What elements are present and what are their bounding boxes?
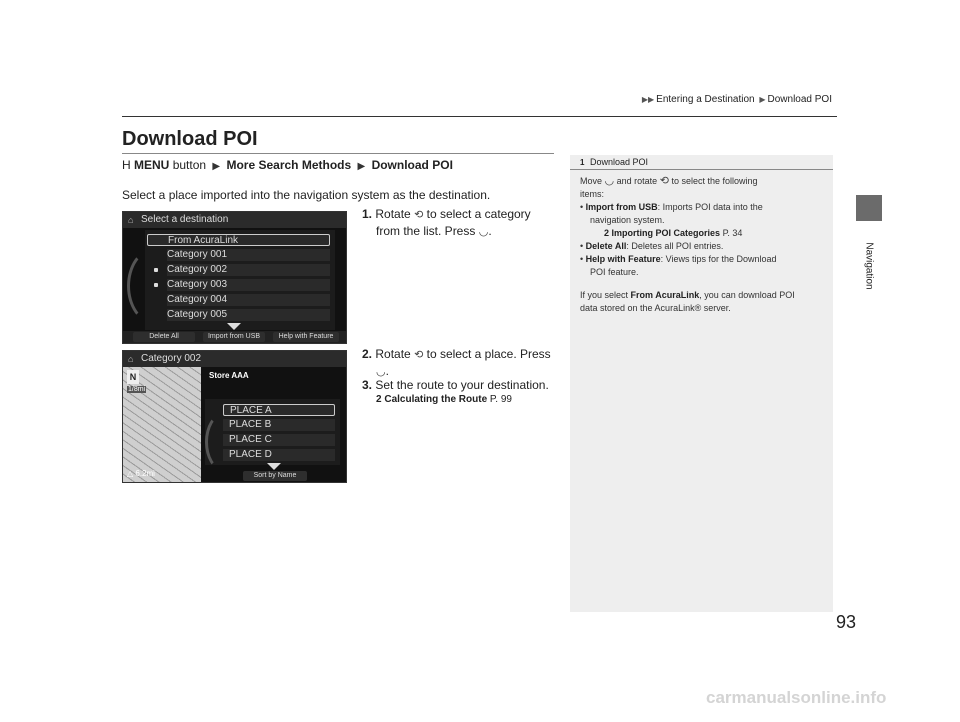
section-tab-label [856, 226, 882, 306]
reference-title[interactable]: Calculating the Route [384, 394, 488, 405]
rotate-dial-icon: ⟲ [659, 175, 669, 187]
note-text: POI feature. [590, 267, 639, 277]
menu-button-word: button [172, 158, 207, 172]
note-text: : Views tips for the Download [660, 254, 777, 264]
list-item[interactable]: Category 005 [167, 309, 330, 321]
path-arrow-icon: ▶ [212, 161, 221, 172]
note-paragraph [580, 289, 823, 315]
cross-reference[interactable] [376, 394, 512, 405]
reference-mark-icon: 2 [604, 228, 610, 238]
list-item[interactable]: Category 001 [167, 249, 330, 261]
map-scale: 1/8mi [128, 386, 146, 393]
note-body [580, 175, 823, 315]
reference-title[interactable]: Importing POI Categories [611, 228, 721, 238]
step-number: 3. [362, 378, 373, 392]
delete-all-button[interactable]: Delete All [133, 332, 195, 342]
watermark: carmanualsonline.info [706, 688, 887, 707]
step-text: to select a place. Press [426, 347, 551, 361]
step-text: from the list. Press [376, 224, 476, 238]
step-text: Rotate [375, 207, 411, 221]
list-item[interactable] [167, 264, 330, 276]
sidebar-note [570, 155, 833, 612]
list-item-from-acuralink[interactable]: From AcuraLink [147, 234, 330, 246]
menu-path [122, 158, 453, 172]
breadcrumb-level2[interactable]: Download POI [767, 94, 832, 105]
rotate-dial-icon: ⟲ [414, 349, 424, 361]
list-item[interactable] [167, 279, 330, 291]
note-intro [580, 175, 823, 201]
step-3 [362, 377, 562, 393]
note-title: Download POI [589, 157, 648, 167]
home-key-icon: H [122, 158, 131, 172]
map-distance: △ 6.2mi [127, 469, 155, 478]
import-from-usb-button[interactable]: Import from USB [203, 332, 265, 342]
step-text: . [488, 224, 492, 238]
note-bullet: • Help with Feature: Views tips for the Download POI feature. [580, 254, 777, 277]
screen-header [123, 351, 346, 367]
list-item[interactable]: PLACE B [223, 419, 335, 431]
move-dial-icon: ◡ [604, 175, 615, 187]
step-number: 2. [362, 347, 373, 361]
map-distance-text: 6.2mi [135, 469, 155, 478]
note-cross-reference[interactable] [580, 228, 742, 238]
screen-footer [123, 331, 346, 343]
note-text: and rotate [616, 176, 658, 186]
header-rule [122, 116, 837, 117]
map-preview [123, 367, 201, 482]
poi-marker-icon [154, 268, 158, 272]
breadcrumb-level1[interactable]: Entering a Destination [656, 94, 755, 105]
step-2 [362, 346, 562, 380]
note-text: : Deletes all POI entries. [626, 241, 724, 251]
note-header [570, 155, 833, 170]
list-item-label: Category 002 [167, 264, 228, 275]
press-dial-icon: ◡ [478, 226, 489, 238]
step-1 [362, 206, 562, 240]
note-text: data stored on the AcuraLink® server. [580, 303, 731, 313]
note-text: , you can download POI [699, 290, 795, 300]
menu-button-label: MENU [134, 158, 170, 172]
reference-page: P. 99 [489, 394, 512, 405]
compass-icon: N [127, 370, 139, 384]
step-text: . [385, 364, 389, 378]
note-text: : Imports POI data into the [657, 202, 763, 212]
intro-text: Select a place imported into the navigation system as the destination. [122, 188, 491, 202]
path-arrow-icon: ▶ [357, 161, 366, 172]
list-item[interactable]: PLACE C [223, 434, 335, 446]
scroll-down-icon[interactable] [267, 463, 281, 470]
rotate-dial-icon: ⟲ [414, 209, 424, 221]
title-rule [122, 153, 554, 154]
home-icon: ⌂ [128, 215, 134, 225]
screen-category-002 [122, 350, 347, 483]
list-item-place-a[interactable]: PLACE A [223, 404, 335, 416]
step-text: to select a category [426, 207, 531, 221]
poi-marker-icon [154, 283, 158, 287]
reference-mark-icon: 2 [376, 394, 382, 405]
page-number: 93 [836, 612, 857, 632]
press-dial-icon: ◡ [376, 366, 386, 378]
note-text: items: [580, 189, 605, 199]
note-text: navigation system. [590, 215, 665, 225]
note-bullet-label: Import from USB [585, 202, 658, 212]
sort-by-name-button[interactable]: Sort by Name [243, 471, 307, 481]
note-text: Move [580, 176, 603, 186]
note-bullet-label: Delete All [585, 241, 627, 251]
store-name: Store AAA [209, 371, 249, 380]
note-bullet: • Import from USB: Imports POI data into the navigation system. 2 Importing POI Categories P. 34 [580, 202, 763, 238]
home-icon: ⌂ [128, 354, 134, 364]
step-number: 1. [362, 207, 373, 221]
note-text: If you select [580, 290, 629, 300]
step-text: Rotate [375, 347, 411, 361]
note-bullet: • Delete All: Deletes all POI entries. [580, 241, 724, 251]
screen-header-text: Select a destination [141, 214, 229, 225]
scroll-down-icon[interactable] [227, 323, 241, 330]
note-highlight: From AcuraLink [630, 290, 700, 300]
note-mark-icon: 1 [580, 158, 585, 167]
list-item[interactable]: PLACE D [223, 449, 335, 461]
breadcrumb-arrow-icon: ▶▶ [641, 95, 655, 104]
section-tab-marker [856, 195, 882, 221]
screen-header-text: Category 002 [141, 353, 202, 364]
list-item-label: Category 003 [167, 279, 228, 290]
breadcrumb [640, 94, 832, 105]
note-bullet-label: Help with Feature [585, 254, 661, 264]
note-text: to select the following [671, 176, 758, 186]
list-item[interactable]: Category 004 [167, 294, 330, 306]
help-with-feature-button[interactable]: Help with Feature [273, 332, 339, 342]
menu-path-step2: Download POI [371, 158, 453, 172]
menu-path-step1: More Search Methods [226, 158, 352, 172]
page-title: Download POI [122, 128, 258, 150]
screen-header [123, 212, 346, 228]
breadcrumb-arrow-icon: ▶ [759, 95, 766, 104]
section-tab-text: Navigation [863, 242, 875, 290]
reference-page: P. 34 [722, 228, 743, 238]
step-text: Set the route to your destination. [375, 378, 549, 392]
screen-select-destination [122, 211, 347, 344]
